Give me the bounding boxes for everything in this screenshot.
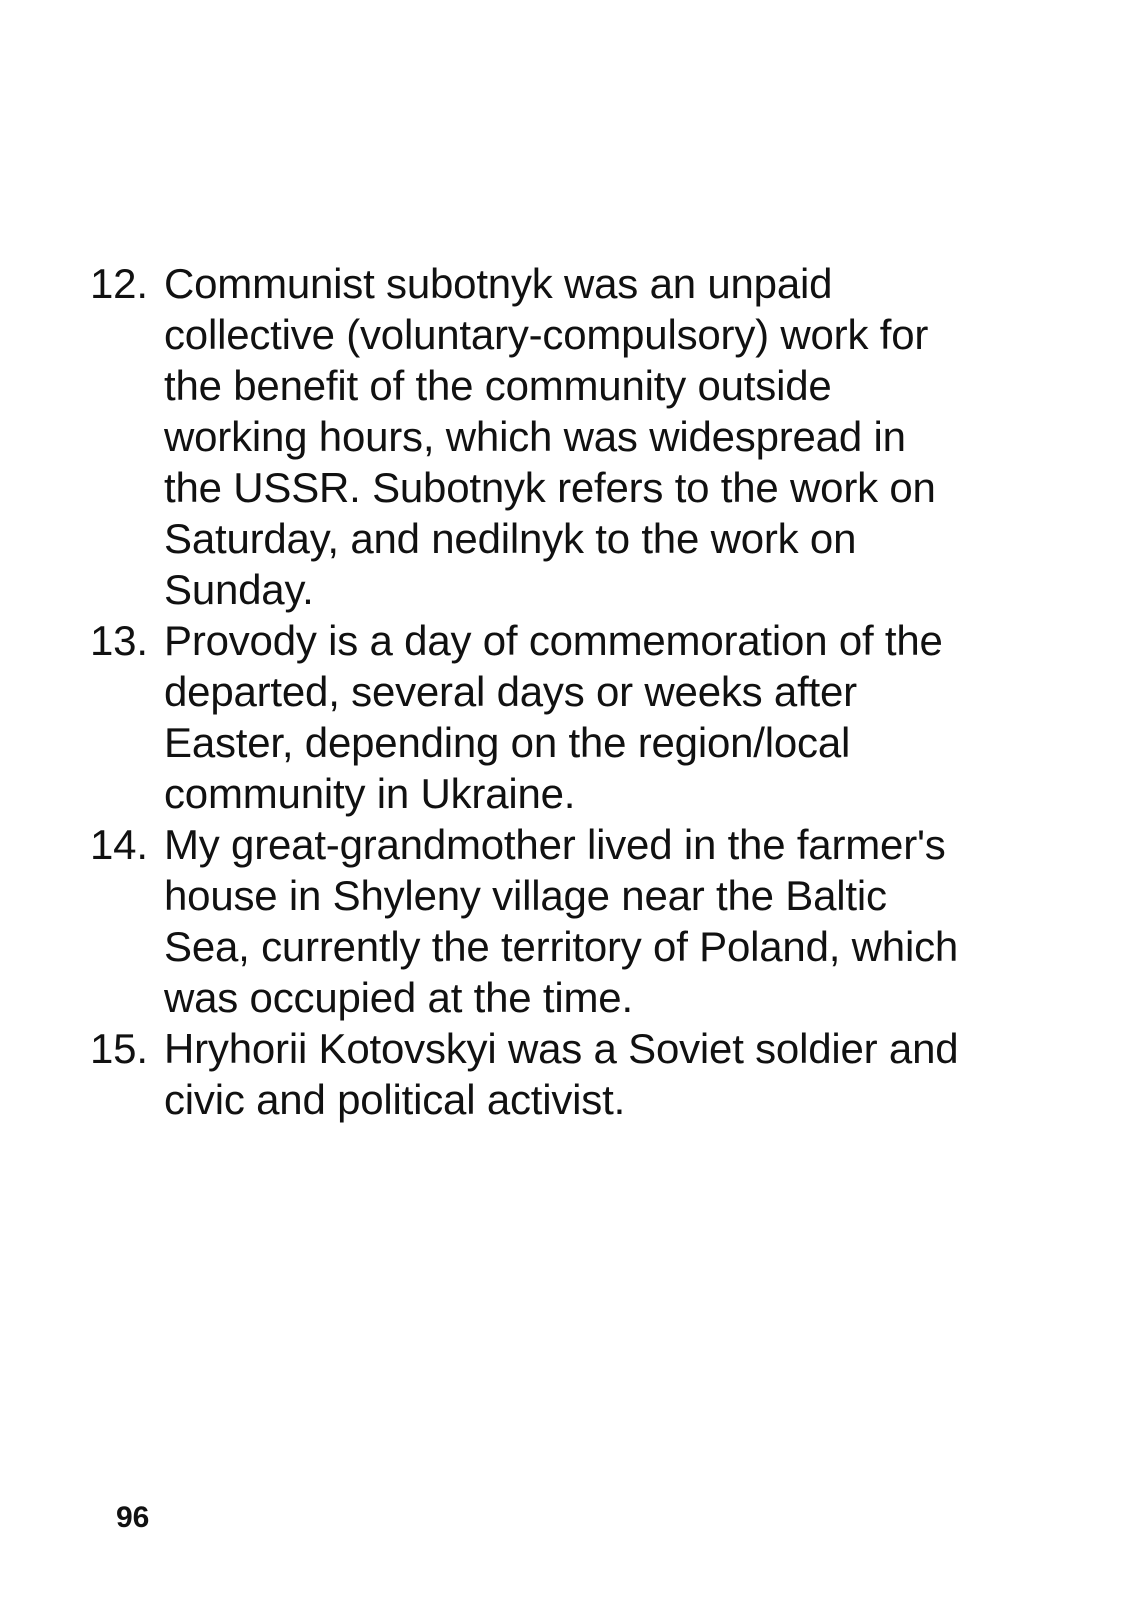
footnote-number: 12.: [90, 260, 148, 307]
footnote-text: Provody is a day of commemoration of the departed, several days or weeks after Easter, depending on the region/local community in Ukraine.: [164, 617, 943, 817]
footnote-12: [90, 258, 1050, 615]
footnotes-list: [90, 258, 1050, 1125]
footnote-number: 14.: [90, 821, 148, 868]
footnote-15: [90, 1023, 1050, 1125]
footnote-text: Communist subotnyk was an unpaid collective (voluntary-compulsory) work for the benefit of the community outside working hours, which was widespread in the USSR. Subotnyk refers to the work on Saturday, and nedilnyk to the work on Sunday.: [164, 260, 936, 613]
footnote-text: Hryhorii Kotovskyi was a Soviet soldier and civic and political activist.: [164, 1025, 959, 1123]
footnote-number: 15.: [90, 1025, 148, 1072]
footnote-13: [90, 615, 1050, 819]
footnote-text: My great-grandmother lived in the farmer's house in Shyleny village near the Baltic Sea, currently the territory of Poland, which was occupied at the time.: [164, 821, 959, 1021]
page-number: 96: [116, 1501, 150, 1534]
footnote-14: [90, 819, 1050, 1023]
footnote-number: 13.: [90, 617, 148, 664]
